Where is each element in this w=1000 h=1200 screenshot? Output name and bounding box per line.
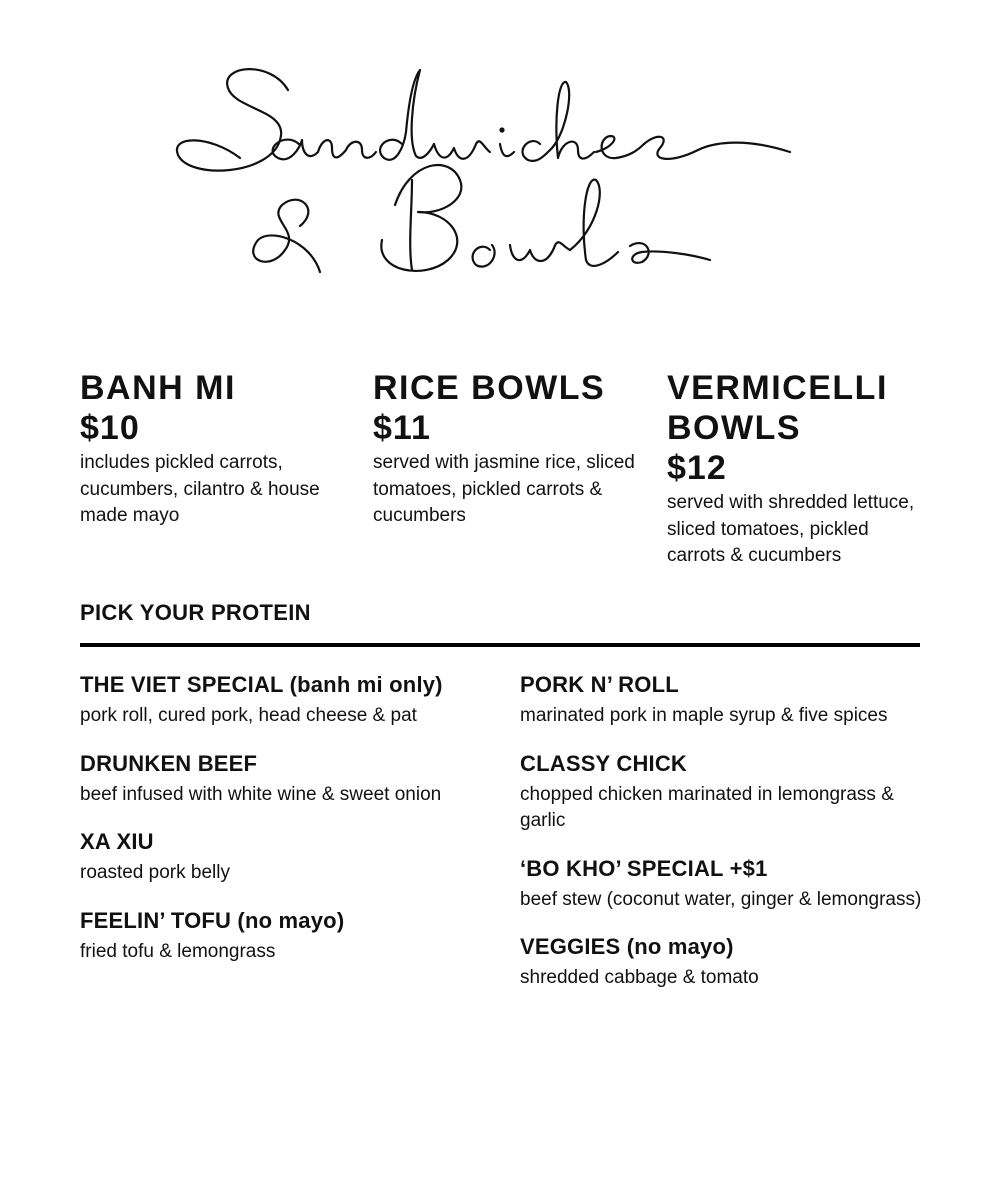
- item-description: served with shredded lettuce, sliced tomatoes, pickled carrots & cucumbers: [667, 492, 915, 566]
- protein-item: [520, 932, 930, 992]
- protein-description: fried tofu & lemongrass: [80, 940, 276, 962]
- item-description: served with jasmine rice, sliced tomatoes, pickled carrots & cucumbers: [373, 452, 635, 526]
- item-name: BANH MI: [80, 369, 236, 407]
- protein-description: chopped chicken marinated in lemongrass & garlic: [520, 783, 894, 831]
- menu-item-banh-mi: [80, 368, 350, 530]
- menu-title: [0, 0, 1000, 340]
- protein-description: shredded cabbage & tomato: [520, 967, 759, 988]
- item-name: VERMICELLI BOWLS: [667, 369, 888, 447]
- protein-list-right: [520, 670, 930, 1011]
- protein-name: ‘BO KHO’ SPECIAL +$1: [520, 855, 768, 881]
- item-price: $12: [667, 449, 727, 487]
- protein-description: beef infused with white wine & sweet onion: [80, 783, 442, 805]
- protein-name: DRUNKEN BEEF: [80, 750, 258, 776]
- protein-name: THE VIET SPECIAL (banh mi only): [80, 672, 443, 697]
- protein-item: [520, 670, 930, 730]
- protein-description: beef stew (coconut water, ginger & lemongrass): [520, 888, 922, 910]
- protein-heading: PICK YOUR PROTEIN: [80, 600, 311, 625]
- protein-name: VEGGIES (no mayo): [520, 934, 734, 959]
- menu-item-rice-bowls: [373, 368, 643, 530]
- protein-description: marinated pork in maple syrup & five spices: [520, 705, 888, 726]
- divider: [80, 643, 920, 647]
- protein-name: XA XIU: [80, 829, 154, 854]
- protein-item: [80, 827, 500, 887]
- protein-name: CLASSY CHICK: [520, 750, 688, 776]
- menu-item-vermicelli-bowls: [667, 368, 929, 570]
- protein-description: pork roll, cured pork, head cheese & pat: [80, 705, 417, 726]
- protein-item: [80, 670, 500, 730]
- protein-item: [80, 749, 500, 809]
- protein-name: PORK N’ ROLL: [520, 672, 679, 697]
- protein-list-left: [80, 670, 500, 984]
- item-price: $10: [80, 409, 140, 447]
- script-title-lettering: [150, 40, 870, 320]
- protein-item: [520, 854, 930, 914]
- protein-name: FEELIN’ TOFU (no mayo): [80, 907, 345, 933]
- protein-item: [520, 749, 930, 835]
- protein-item: [80, 906, 500, 966]
- item-price: $11: [373, 409, 431, 447]
- protein-description: roasted pork belly: [80, 862, 230, 883]
- item-description: includes pickled carrots, cucumbers, cilantro & house made mayo: [80, 452, 320, 526]
- item-name: RICE BOWLS: [373, 369, 606, 407]
